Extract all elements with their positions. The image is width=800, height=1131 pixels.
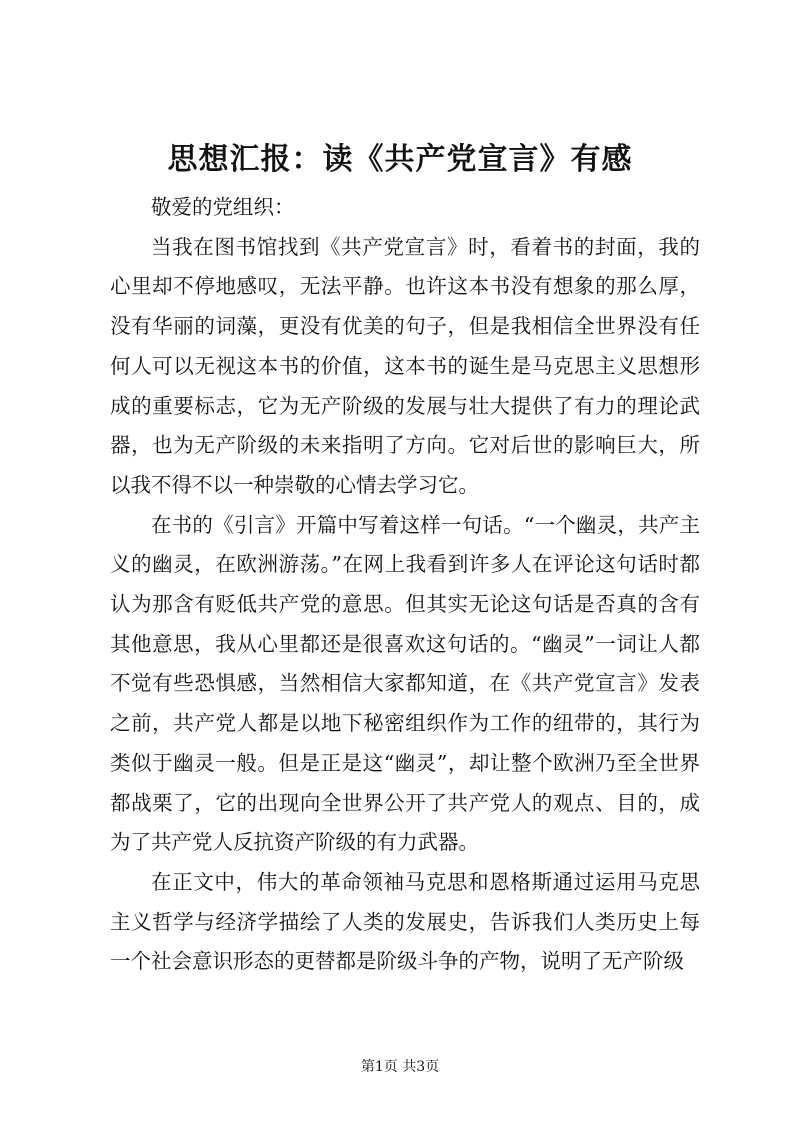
paragraph-3: 在正文中，伟大的革命领袖马克思和恩格斯通过运用马克思主义哲学与经济学描绘了人类的发展史，告诉我们人类历史上每一个社会意识形态的更替都是阶级斗争的产物，说明了无产阶级 <box>110 869 700 974</box>
paragraph-1: 当我在图书馆找到《共产党宣言》时，看着书的封面，我的心里却不停地感叹，无法平静。也许这本书没有想象的那么厚，没有华丽的词藻，更没有优美的句子，但是我相信全世界没有任何人可以无视这本书的价值，这本书的诞生是马克思主义思想形成的重要标志，它为无产阶级的发展与壮大提供了有力的理论武器，也为无产阶级的未来指明了方向。它对后世的影响巨大，所以我不得不以一种崇敬的心情去学习它。 <box>110 234 700 497</box>
salutation: 敬爱的党组织： <box>151 195 295 219</box>
page-footer: 第1页 共3页 <box>360 1059 440 1075</box>
paragraph-2: 在书的《引言》开篇中写着这样一句话。“一个幽灵，共产主义的幽灵，在欧洲游荡。”在网上我看到许多人在评论这句话时都认为那含有贬低共产党的意思。但其实无论这句话是否真的含有其他意思，我从心里都还是很喜欢这句话的。“幽灵”一词让人都不觉有些恐惧感，当然相信大家都知道，在《共产党宣言》发表之前，共产党人都是以地下秘密组织作为工作的纽带的，其行为类似于幽灵一般。但是正是这“幽灵”，却让整个欧洲乃至全世界都战栗了，它的出现向全世界公开了共产党人的观点、目的，成为了共产党人反抗资产阶级的有力武器。 <box>110 512 700 855</box>
page-title: 思想汇报：读《共产党宣言》有感 <box>167 142 633 177</box>
document-body <box>110 188 700 982</box>
